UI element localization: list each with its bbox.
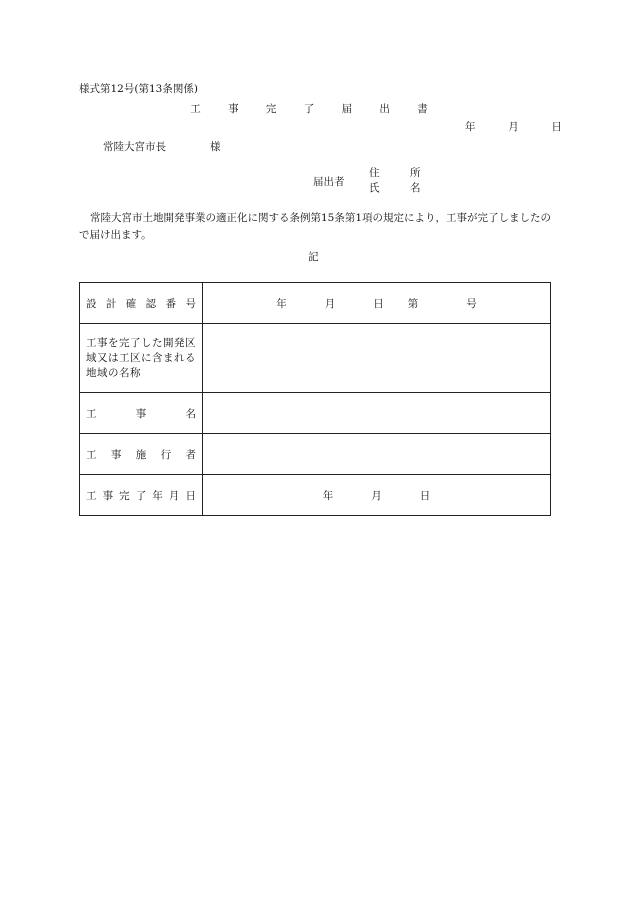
address-label: 住 所: [369, 167, 431, 179]
completion-date-value-cell[interactable]: [203, 475, 551, 516]
contractor-value-cell[interactable]: [203, 434, 551, 475]
applicant-label: 届出者: [313, 176, 345, 188]
dc-day-label: 日: [373, 297, 384, 310]
work-name-value-cell[interactable]: [203, 393, 551, 434]
completion-date-value: [209, 488, 544, 503]
body-text: 常陸大宮市土地開発事業の適正化に関する条例第15条第1項の規定により，工事が完了しましたので届け出ます。: [79, 212, 552, 241]
addressee-honorific: 様: [210, 141, 221, 153]
date-line: [465, 119, 562, 134]
cd-day-label: 日: [419, 489, 431, 502]
contractor-label-cell: [80, 434, 203, 475]
applicant-fields: [369, 166, 431, 196]
dc-month-label: 月: [324, 297, 336, 310]
addressee-name: 常陸大宮市長: [103, 141, 166, 153]
work-name-label: 工 事 名: [86, 407, 196, 420]
dc-dai-label: 第: [407, 297, 419, 310]
table-row: [80, 324, 551, 393]
design-confirmation-value: [209, 296, 544, 311]
date-year-label: 年: [465, 121, 476, 133]
completion-date-label: 工 事 完 了 年 月 日: [86, 489, 196, 502]
design-confirmation-label-cell: [80, 283, 203, 324]
table-row: [80, 393, 551, 434]
dc-year-label: 年: [276, 297, 287, 310]
design-confirmation-value-cell[interactable]: [203, 283, 551, 324]
table-row: [80, 475, 551, 516]
table-row: [80, 434, 551, 475]
cd-year-label: 年: [322, 489, 334, 502]
document-title: 工 事 完 了 届 出 書: [190, 103, 440, 115]
date-day-label: 日: [551, 121, 562, 133]
ki-heading: 記: [308, 251, 319, 263]
area-value-cell[interactable]: [203, 324, 551, 393]
date-month-label: 月: [508, 121, 519, 133]
cd-month-label: 月: [371, 489, 382, 502]
completion-date-label-cell: [80, 475, 203, 516]
area-label: 工事を完了した開発区域又は工区に含まれる地域の名称: [86, 336, 196, 379]
dc-go-label: 号: [466, 297, 477, 310]
table-row: [80, 283, 551, 324]
area-label-cell: [80, 324, 203, 393]
completion-form-table: [79, 282, 551, 516]
work-name-label-cell: [80, 393, 203, 434]
contractor-label: 工 事 施 行 者: [86, 448, 196, 461]
name-label: 氏 名: [369, 182, 431, 194]
form-number: 様式第12号(第13条関係): [79, 83, 198, 95]
addressee: [103, 139, 221, 154]
design-confirmation-label: 設 計 確 認 番 号: [86, 297, 196, 310]
